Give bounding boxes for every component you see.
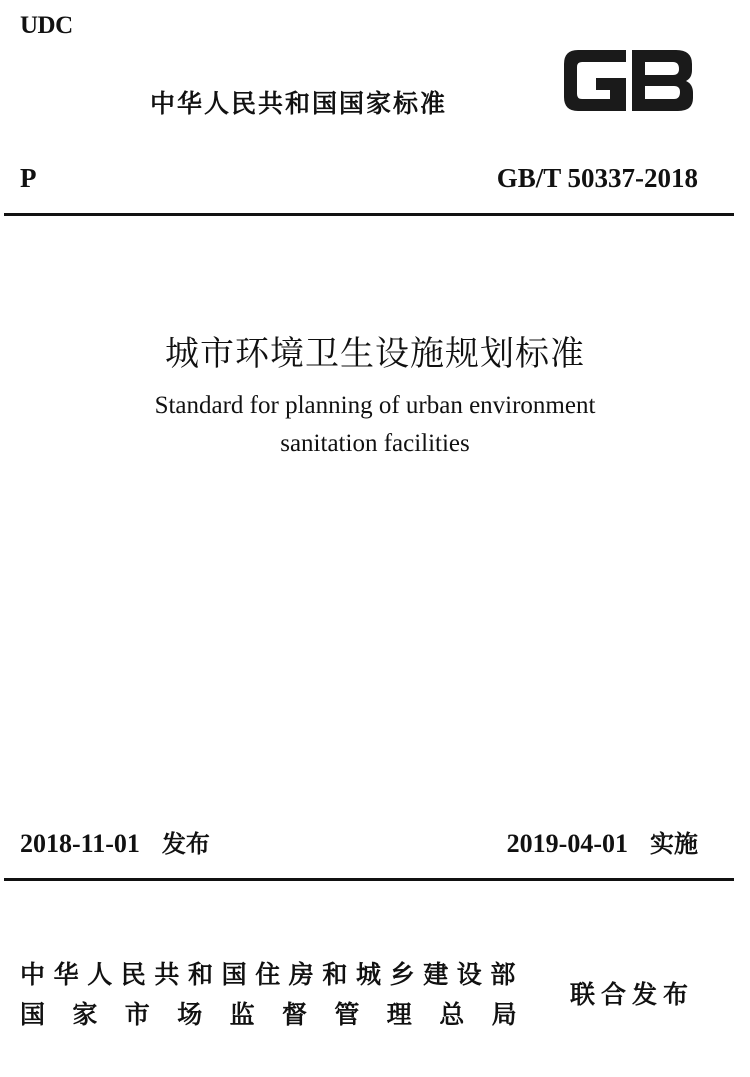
implement-label: 实施 [650,830,698,858]
issuer-administration: 国家市场监督管理总局 [20,1000,545,1029]
title-english-line-1: Standard for planning of urban environment [154,392,596,419]
issue-date: 2018-11-01 [20,829,140,858]
top-divider [4,213,734,216]
standard-number: GB/T 50337-2018 [496,163,698,193]
issuer-ministry: 中华人民共和国住房和城乡建设部 [20,960,525,989]
bottom-divider [4,878,734,881]
joint-issue-label: 联合发布 [570,980,695,1009]
title-english-line-2: sanitation facilities [280,430,470,457]
issue-label: 发布 [161,830,210,858]
udc-label: UDC [20,12,73,39]
title-chinese: 城市环境卫生设施规划标准 [165,334,585,374]
category-code: P [20,163,37,193]
issue-date-block [20,824,210,859]
national-standard-title: 中华人民共和国国家标准 [150,89,448,118]
implement-date: 2019-04-01 [506,829,628,858]
implement-date-block [507,824,698,859]
gb-logo-icon [560,44,697,117]
